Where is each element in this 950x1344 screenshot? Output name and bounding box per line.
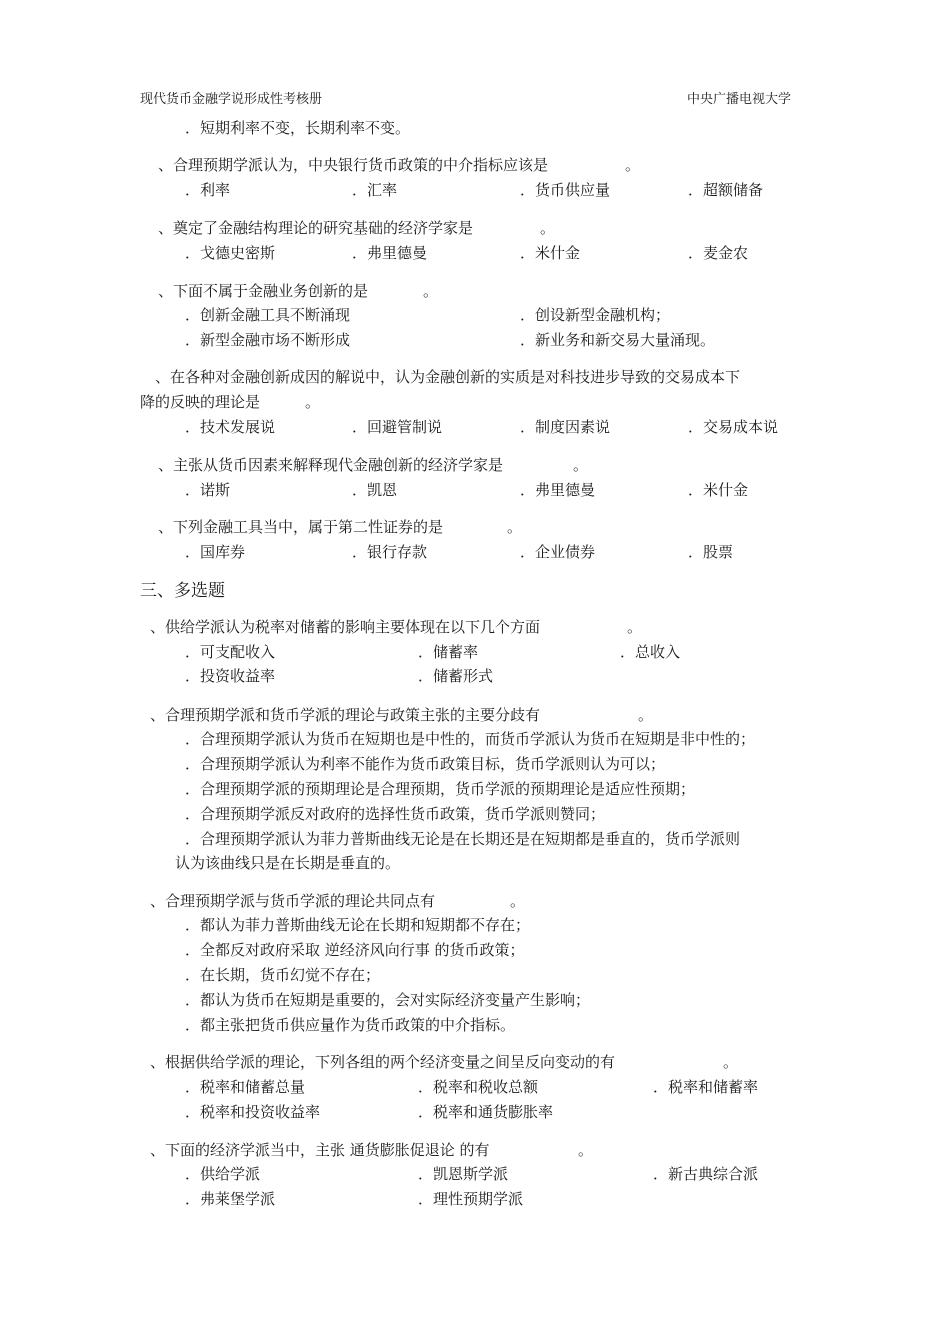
option-a: ．利率 bbox=[185, 181, 231, 199]
question-text: 、下面的经济学派当中，主张 通货膨胀促退论 的有 bbox=[150, 1141, 490, 1159]
option-c: ．米什金 bbox=[520, 244, 581, 262]
header-course-title: 现代货币金融学说形成性考核册 bbox=[140, 92, 323, 107]
option-c: ．制度因素说 bbox=[520, 418, 611, 436]
question-end: 。 bbox=[638, 706, 654, 724]
question-text: 、下面不属于金融业务创新的是 bbox=[158, 282, 369, 300]
section-heading: 三、多选题 bbox=[140, 581, 225, 601]
option-b: ．弗里德曼 bbox=[352, 244, 428, 262]
option-b: ．全都反对政府采取 逆经济风向行事 的货币政策； bbox=[185, 941, 525, 959]
option-d: ．税率和投资收益率 bbox=[185, 1103, 321, 1121]
option-e: ．都主张把货币供应量作为货币政策的中介指标。 bbox=[185, 1016, 516, 1034]
option-d: ．麦金农 bbox=[688, 244, 749, 262]
option-c: ．货币供应量 bbox=[520, 181, 611, 199]
question-end: 。 bbox=[573, 456, 589, 474]
question-text: 、合理预期学派认为，中央银行货币政策的中介指标应该是 bbox=[158, 156, 549, 174]
question-text: 、根据供给学派的理论，下列各组的两个经济变量之间呈反向变动的有 bbox=[150, 1053, 616, 1071]
option-c: ．在长期，货币幻觉不存在； bbox=[185, 966, 381, 984]
option-line: ．短期利率不变，长期利率不变。 bbox=[185, 119, 411, 137]
option-d: ．米什金 bbox=[688, 481, 749, 499]
option-b: ．银行存款 bbox=[352, 543, 428, 561]
question-text: 、在各种对金融创新成因的解说中，认为金融创新的实质是对科技进步导致的交易成本下 bbox=[155, 368, 741, 386]
option-a: ．戈德史密斯 bbox=[185, 244, 276, 262]
question-end: 。 bbox=[625, 156, 641, 174]
option-d: ．新业务和新交易大量涌现。 bbox=[520, 331, 716, 349]
option-a: ．可支配收入 bbox=[185, 643, 276, 661]
option-b: ．回避管制说 bbox=[352, 418, 443, 436]
option-e: ．合理预期学派认为菲力普斯曲线无论是在长期还是在短期都是垂直的，货币学派则 bbox=[185, 830, 741, 848]
question-end: 。 bbox=[723, 1053, 739, 1071]
question-end: 。 bbox=[510, 892, 526, 910]
option-d: ．投资收益率 bbox=[185, 667, 276, 685]
option-a: ．供给学派 bbox=[185, 1165, 261, 1183]
option-c: ．合理预期学派的预期理论是合理预期，货币学派的预期理论是适应性预期； bbox=[185, 780, 696, 798]
option-b: ．储蓄率 bbox=[418, 643, 479, 661]
option-b: ．汇率 bbox=[352, 181, 398, 199]
option-c: ．弗里德曼 bbox=[520, 481, 596, 499]
option-a: ．合理预期学派认为货币在短期也是中性的，而货币学派认为货币在短期是非中性的； bbox=[185, 730, 756, 748]
question-text-cont: 降的反映的理论是 bbox=[140, 393, 261, 411]
option-a: ．技术发展说 bbox=[185, 418, 276, 436]
option-d: ．弗莱堡学派 bbox=[185, 1190, 276, 1208]
option-d: ．股票 bbox=[688, 543, 734, 561]
question-text: 、下列金融工具当中，属于第二性证券的是 bbox=[158, 518, 444, 536]
option-d: ．交易成本说 bbox=[688, 418, 779, 436]
option-c: ．新古典综合派 bbox=[653, 1165, 759, 1183]
question-text: 、供给学派认为税率对储蓄的影响主要体现在以下几个方面 bbox=[150, 618, 541, 636]
option-c: ．总收入 bbox=[620, 643, 681, 661]
option-a: ．都认为菲力普斯曲线无论在长期和短期都不存在； bbox=[185, 916, 531, 934]
option-d: ．合理预期学派反对政府的选择性货币政策，货币学派则赞同； bbox=[185, 805, 606, 823]
option-a: ．国库券 bbox=[185, 543, 246, 561]
question-text: 、主张从货币因素来解释现代金融创新的经济学家是 bbox=[158, 456, 504, 474]
option-a: ．诺斯 bbox=[185, 481, 231, 499]
option-c: ．税率和储蓄率 bbox=[653, 1078, 759, 1096]
option-b: ．创设新型金融机构； bbox=[520, 306, 671, 324]
question-end: 。 bbox=[578, 1141, 594, 1159]
option-e-cont: 认为该曲线只是在长期是垂直的。 bbox=[175, 854, 401, 872]
option-b: ．合理预期学派认为利率不能作为货币政策目标，货币学派则认为可以； bbox=[185, 755, 666, 773]
question-end: 。 bbox=[507, 518, 523, 536]
question-text: 、合理预期学派和货币学派的理论与政策主张的主要分歧有 bbox=[150, 706, 541, 724]
option-e: ．储蓄形式 bbox=[418, 667, 494, 685]
option-b: ．凯恩 bbox=[352, 481, 398, 499]
question-text: 、合理预期学派与货币学派的理论共同点有 bbox=[150, 892, 436, 910]
option-d: ．超额储备 bbox=[688, 181, 764, 199]
question-end: 。 bbox=[540, 219, 556, 237]
option-b: ．税率和税收总额 bbox=[418, 1078, 539, 1096]
option-c: ．新型金融市场不断形成 bbox=[185, 331, 351, 349]
option-e: ．理性预期学派 bbox=[418, 1190, 524, 1208]
header-university: 中央广播电视大学 bbox=[687, 92, 792, 107]
option-d: ．都认为货币在短期是重要的，会对实际经济变量产生影响； bbox=[185, 991, 591, 1009]
question-end: 。 bbox=[423, 282, 439, 300]
question-end: 。 bbox=[627, 618, 643, 636]
question-end: 。 bbox=[305, 393, 321, 411]
option-a: ．创新金融工具不断涌现 bbox=[185, 306, 351, 324]
question-text: 、奠定了金融结构理论的研究基础的经济学家是 bbox=[158, 219, 474, 237]
option-a: ．税率和储蓄总量 bbox=[185, 1078, 306, 1096]
option-b: ．凯恩斯学派 bbox=[418, 1165, 509, 1183]
option-e: ．税率和通货膨胀率 bbox=[418, 1103, 554, 1121]
option-c: ．企业债券 bbox=[520, 543, 596, 561]
